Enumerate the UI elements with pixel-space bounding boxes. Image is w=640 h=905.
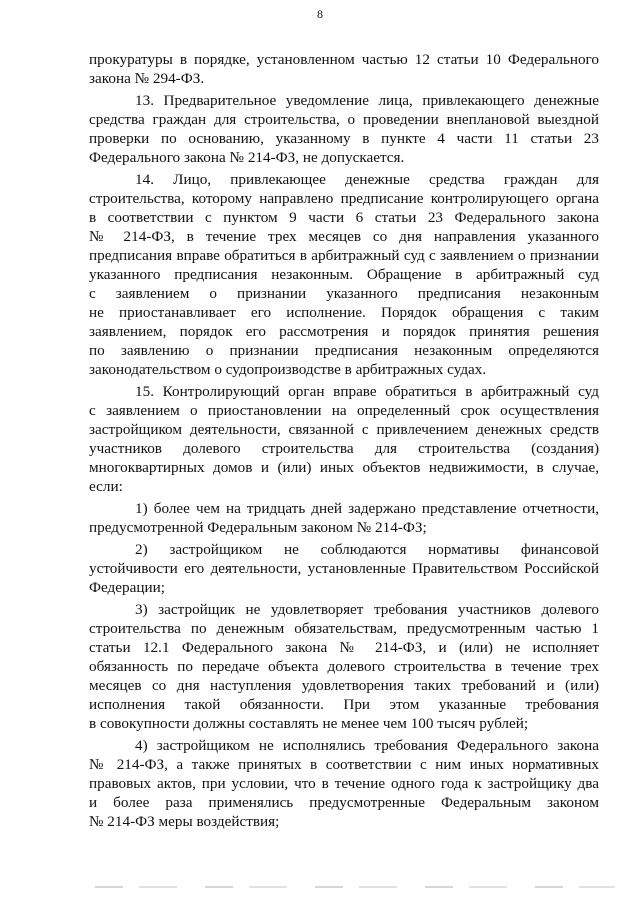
text-line: многоквартирных домов и (или) иных объектов недвижимости, в случае,	[89, 459, 599, 476]
text-line: 13. Предварительное уведомление лица, привлекающего денежные	[135, 92, 599, 109]
text-line: 15. Контролирующий орган вправе обратиться в арбитражный суд	[135, 383, 599, 400]
page-number: 8	[317, 7, 323, 21]
text-line: статьи 12.1 Федерального закона № 214-ФЗ, и (или) не исполняет	[89, 639, 599, 656]
text-line: строительства, которому направлено предписание контролирующего органа	[89, 190, 599, 207]
text-line: средства граждан для строительства, о проведении внеплановой выездной	[89, 111, 599, 128]
text-line: устойчивости его деятельности, установленные Правительством Российской	[89, 560, 599, 577]
text-line: Федерального закона № 214-ФЗ, не допускается.	[89, 149, 405, 166]
text-line: в соответствии с пунктом 9 части 6 статьи 23 Федерального закона	[89, 209, 599, 226]
text-line: законодательством о судопроизводстве в арбитражных судах.	[89, 361, 487, 378]
text-line: обязанность по передаче объекта долевого строительства в течение трех	[89, 658, 599, 675]
text-line: с заявлением о приостановлении на определенный срок осуществления	[89, 402, 599, 419]
text-line: № 214-ФЗ меры воздействия;	[89, 813, 280, 830]
text-line: Федерации;	[89, 579, 165, 596]
text-line: указанного предписания незаконным. Обращение в арбитражный суд	[89, 266, 599, 283]
text-line: 1) более чем на тридцать дней задержано представление отчетности,	[135, 500, 599, 517]
text-line: прокуратуры в порядке, установленном частью 12 статьи 10 Федерального	[89, 51, 599, 68]
text-line: проверки по основанию, указанному в пункте 4 части 11 статьи 23	[89, 130, 599, 147]
document-body	[89, 50, 599, 831]
text-line: 4) застройщиком не исполнялись требования Федерального закона	[135, 737, 599, 754]
text-line: № 214-ФЗ, а также принятых в соответствии с ним иных нормативных	[89, 756, 599, 773]
text-line: заявлением, порядок его рассмотрения и порядок принятия решения	[89, 323, 599, 340]
text-line: если:	[89, 478, 123, 495]
text-line: с заявлением о признании указанного предписания незаконным	[89, 285, 599, 302]
text-line: предусмотренной Федеральным законом № 214-ФЗ;	[89, 519, 427, 536]
text-line: 14. Лицо, привлекающее денежные средства граждан для	[135, 171, 599, 188]
text-line: в совокупности должны составлять не менее чем 100 тысяч рублей;	[89, 715, 529, 732]
text-line: правовых актов, при условии, что в течение одного года к застройщику два	[89, 775, 599, 792]
text-line: строительства по денежным обязательствам, предусмотренным частью 1	[89, 620, 599, 637]
text-line: № 214-ФЗ, в течение трех месяцев со дня направления указанного	[89, 228, 599, 245]
text-line: 3) застройщик не удовлетворяет требования участников долевого	[135, 601, 599, 618]
text-line: и более раза применялись предусмотренные Федеральным законом	[89, 794, 599, 811]
text-line: 2) застройщиком не соблюдаются нормативы финансовой	[135, 541, 599, 558]
text-line: застройщиком деятельности, связанной с привлечением денежных средств	[89, 421, 599, 438]
text-line: исполнения такой обязанности. При этом указанные требования	[89, 696, 599, 713]
text-line: не приостанавливает его исполнение. Порядок обращения с таким	[89, 304, 599, 321]
scan-artifact-line	[95, 886, 615, 888]
text-line: участников долевого строительства для строительства (создания)	[89, 440, 599, 457]
text-line: месяцев со дня наступления удовлетворения таких требований и (или)	[89, 677, 599, 694]
text-line: закона № 294-ФЗ.	[89, 70, 205, 87]
text-line: предписания вправе обратиться в арбитражный суд с заявлением о признании	[89, 247, 599, 264]
text-line: по заявлению о признании предписания незаконным определяются	[89, 342, 599, 359]
